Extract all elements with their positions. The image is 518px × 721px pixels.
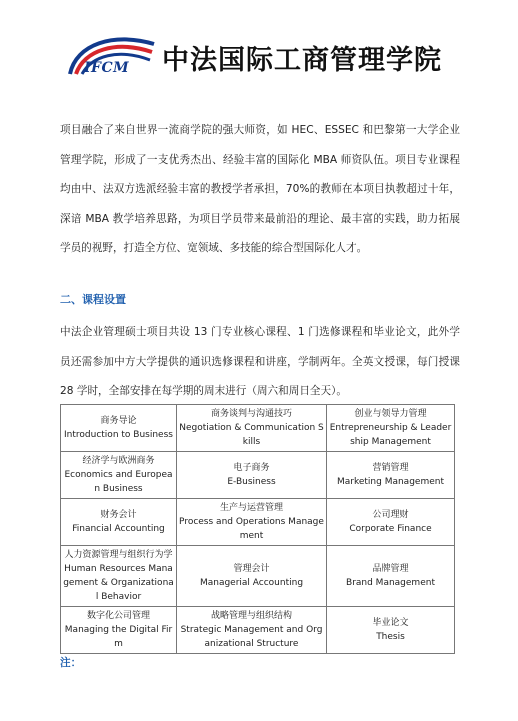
course-name-zh: 商务谈判与沟通技巧 <box>210 409 292 419</box>
course-name-zh: 商务导论 <box>100 416 137 426</box>
course-name-en: Thesis <box>376 632 405 642</box>
course-name-zh: 营销管理 <box>372 463 409 473</box>
course-name-zh: 品牌管理 <box>372 564 409 574</box>
course-name-en: Economics and European Business <box>64 470 173 494</box>
page-header <box>66 34 456 84</box>
course-name-en: Managing the Digital Firm <box>64 625 173 649</box>
course-cell <box>327 499 455 546</box>
course-cell <box>327 546 455 607</box>
course-name-zh: 生产与运营管理 <box>219 503 283 513</box>
course-cell <box>177 405 327 452</box>
intro-paragraph: 项目融合了来自世界一流商学院的强大师资，如 HEC、ESSEC 和巴黎第一大学企业管理学院，形成了一支优秀杰出、经验丰富的国际化 MBA 师资队伍。项目专业课程均由中、法双方选派经验丰富的教授学者承担，70%的教师在本项目执教超过十年，深谙 MBA 教学培养思路，为项目学员带来最前沿的理论、最丰富的实践，助力拓展学员的视野，打造全方位、宽领域、多技能的综合型国际化人才。 <box>60 124 460 255</box>
table-row <box>61 452 455 499</box>
course-name-en: E-Business <box>227 477 276 487</box>
course-name-zh: 数字化公司管理 <box>86 611 150 621</box>
course-name-en: Introduction to Business <box>64 430 173 440</box>
course-name-zh: 财务会计 <box>100 510 137 520</box>
table-row <box>61 546 455 607</box>
course-name-zh: 电子商务 <box>233 463 270 473</box>
ifcm-logo <box>66 34 158 80</box>
course-name-en: Managerial Accounting <box>199 578 304 588</box>
course-name-en: Negotiation & Communication Skills <box>179 423 324 447</box>
course-name-en: Marketing Management <box>336 477 444 487</box>
course-cell <box>327 405 455 452</box>
course-name-zh: 战略管理与组织结构 <box>210 611 292 621</box>
courses-table <box>60 404 455 654</box>
course-name-zh: 公司理财 <box>372 510 409 520</box>
section-title-courses: 二、课程设置 <box>60 293 126 306</box>
course-name-en: Process and Operations Management <box>179 517 324 541</box>
course-cell <box>327 452 455 499</box>
course-name-zh: 经济学与欧洲商务 <box>82 456 155 466</box>
course-name-zh: 毕业论文 <box>372 618 409 628</box>
course-cell <box>177 452 327 499</box>
course-name-zh: 创业与领导力管理 <box>354 409 427 419</box>
course-name-en: Corporate Finance <box>349 524 432 534</box>
course-cell <box>61 405 177 452</box>
course-cell <box>61 452 177 499</box>
course-name-en: Entrepreneurship & Leadership Management <box>329 423 452 447</box>
courses-paragraph: 中法企业管理硕士项目共设 13 门专业核心课程、1 门选修课程和毕业论文，此外学员还需参加中方大学提供的通识选修课程和讲座，学制两年。全英文授课，每门授课 28 学时，全部安排在每学期的周末进行（周六和周日全天）。 <box>60 326 460 398</box>
course-cell <box>177 607 327 654</box>
course-name-en: Human Resources Management & Organizational Behavior <box>63 564 174 602</box>
course-name-zh: 管理会计 <box>233 564 270 574</box>
logo-text: IFCM <box>84 60 130 76</box>
course-cell <box>61 499 177 546</box>
course-name-en: Financial Accounting <box>72 524 165 534</box>
intro-paragraph-block <box>60 116 460 264</box>
table-row <box>61 499 455 546</box>
table-row <box>61 405 455 452</box>
course-cell <box>177 499 327 546</box>
school-name: 中法国际工商管理学院 <box>162 45 442 76</box>
table-row <box>61 607 455 654</box>
course-name-en: Strategic Management and Organizational Structure <box>180 625 323 649</box>
course-cell <box>177 546 327 607</box>
note-label: 注： <box>60 657 82 669</box>
course-name-zh: 人力资源管理与组织行为学 <box>64 550 173 560</box>
course-name-en: Brand Management <box>346 578 435 588</box>
course-cell <box>61 607 177 654</box>
course-cell <box>327 607 455 654</box>
courses-paragraph-block <box>60 318 460 407</box>
course-cell <box>61 546 177 607</box>
